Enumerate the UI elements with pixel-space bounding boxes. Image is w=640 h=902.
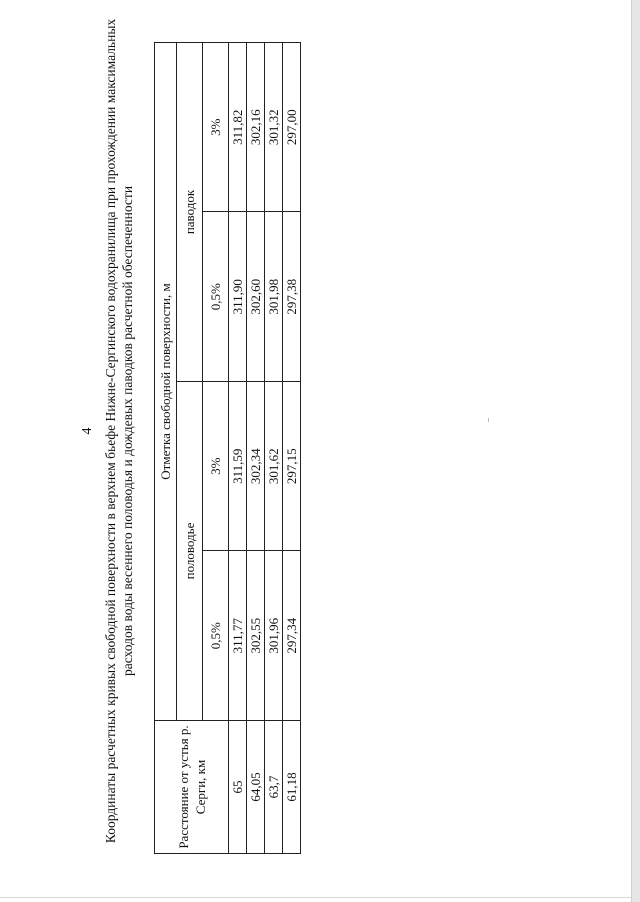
level-cell: 301,96 [265, 551, 283, 721]
level-cell: 311,59 [229, 382, 247, 552]
table-row [283, 43, 301, 854]
title-line-2: расходов воды весеннего половодья и дождевых паводков расчетной обеспеченности [120, 185, 135, 677]
distance-cell: 63,7 [265, 721, 283, 854]
group-header-flood-spring: половодье [177, 382, 203, 721]
level-cell: 302,60 [247, 212, 265, 382]
level-cell: 297,38 [283, 212, 301, 382]
level-cell: 301,62 [265, 382, 283, 552]
level-cell: 302,16 [247, 43, 265, 213]
level-cell: 302,55 [247, 551, 265, 721]
scan-speck [488, 418, 489, 422]
level-cell: 301,32 [265, 43, 283, 213]
distance-cell: 61,18 [283, 721, 301, 854]
page-bottom-edge [0, 897, 632, 898]
level-cell: 302,34 [247, 382, 265, 552]
level-header: Отметка свободной поверхности, м [155, 43, 177, 721]
level-cell: 311,82 [229, 43, 247, 213]
level-cell: 301,98 [265, 212, 283, 382]
group-header-flood-rain: паводок [177, 43, 203, 382]
probability-header: 0,5% [203, 212, 229, 382]
table-row [229, 43, 247, 854]
title-line-1: Координаты расчетных кривых свободной поверхности в верхнем бьефе Нижне-Сергинского водохранилища при прохождении максимальных [103, 18, 118, 844]
page-number: 4 [80, 427, 95, 435]
rotated-content [80, 0, 299, 866]
distance-header: Расстояние от устья р. Серги, км [155, 721, 229, 854]
table-row [247, 43, 265, 854]
probability-header: 3% [203, 43, 229, 213]
page-right-edge [631, 0, 640, 902]
level-cell: 311,77 [229, 551, 247, 721]
level-cell: 311,90 [229, 212, 247, 382]
level-cell: 297,00 [283, 43, 301, 213]
table-row [265, 43, 283, 854]
probability-header: 0,5% [203, 551, 229, 721]
level-cell: 297,15 [283, 382, 301, 552]
document-title [102, 0, 136, 866]
level-cell: 297,34 [283, 551, 301, 721]
water-level-table [154, 42, 301, 854]
distance-cell: 64,05 [247, 721, 265, 854]
probability-header: 3% [203, 382, 229, 552]
distance-cell: 65 [229, 721, 247, 854]
